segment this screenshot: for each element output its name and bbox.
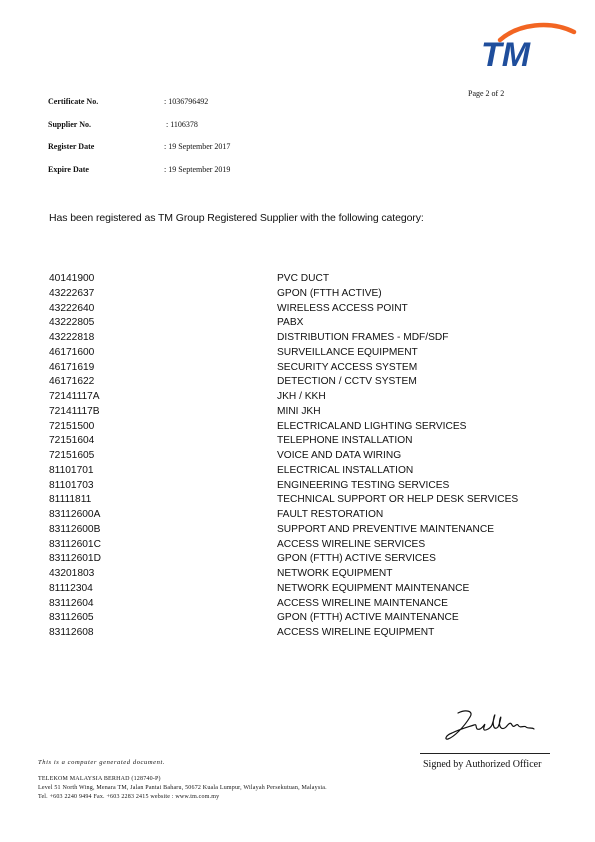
category-row xyxy=(49,420,569,435)
category-name: ACCESS WIRELINE MAINTENANCE xyxy=(277,597,448,609)
category-row xyxy=(49,287,569,302)
category-row xyxy=(49,464,569,479)
category-name: FAULT RESTORATION xyxy=(277,509,384,520)
category-code: 46171622 xyxy=(49,376,95,388)
category-row xyxy=(49,552,569,567)
registration-statement: Has been registered as TM Group Registered Supplier with the following category: xyxy=(49,212,424,224)
category-name: DISTRIBUTION FRAMES - MDF/SDF xyxy=(277,332,449,343)
footer-address: Level 51 North Wing, Menara TM, Jalan Pantai Baharu, 50672 Kuala Lumpur, Wilayah Persekutuan, Malaysia. xyxy=(38,785,327,791)
category-name: WIRELESS ACCESS POINT xyxy=(277,302,408,314)
expire-date-value: : 19 September 2019 xyxy=(164,164,231,174)
expire-date-row xyxy=(48,165,348,188)
tm-logo xyxy=(478,22,578,70)
category-row xyxy=(49,405,569,420)
category-name: SECURITY ACCESS SYSTEM xyxy=(277,361,418,373)
category-code: 83112608 xyxy=(49,627,94,638)
category-name: ACCESS WIRELINE SERVICES xyxy=(277,538,426,550)
category-row xyxy=(49,582,569,597)
category-code: 72151500 xyxy=(49,420,95,432)
supplier-no-row xyxy=(48,120,348,143)
category-code: 81101701 xyxy=(49,464,94,476)
category-code: 81101703 xyxy=(49,479,94,491)
category-name: SUPPORT AND PREVENTIVE MAINTENANCE xyxy=(277,523,495,535)
category-name: SURVEILLANCE EQUIPMENT xyxy=(277,346,418,358)
category-name: NETWORK EQUIPMENT xyxy=(277,568,393,579)
category-name: MINI JKH xyxy=(277,405,321,417)
tm-logo-mark xyxy=(478,22,578,70)
category-code: 46171619 xyxy=(49,361,95,373)
register-date-row xyxy=(48,142,348,165)
signature-line xyxy=(420,753,550,754)
category-code: 40141900 xyxy=(49,273,95,284)
category-code: 83112604 xyxy=(49,597,94,609)
category-row xyxy=(49,316,569,331)
expire-date-label: Expire Date xyxy=(48,164,89,174)
certificate-no-value: : 1036796492 xyxy=(164,97,209,106)
category-code: 83112600A xyxy=(49,509,101,520)
category-code: 72141117A xyxy=(49,391,100,402)
tm-logo-text: TM xyxy=(481,36,531,70)
category-code: 81111811 xyxy=(49,494,92,506)
handwritten-signature xyxy=(444,707,536,745)
category-name: VOICE AND DATA WIRING xyxy=(277,450,402,461)
category-row xyxy=(49,449,569,464)
category-row xyxy=(49,493,569,508)
category-code: 43222637 xyxy=(49,287,95,299)
category-row xyxy=(49,331,569,346)
category-code: 43222640 xyxy=(49,302,95,314)
signature-label: Signed by Authorized Officer xyxy=(423,759,542,770)
category-row xyxy=(49,302,569,317)
category-row xyxy=(49,375,569,390)
certificate-details xyxy=(48,97,348,187)
category-row xyxy=(49,611,569,626)
category-row xyxy=(49,346,569,361)
category-code: 43222805 xyxy=(49,317,95,329)
supplier-no-value: : 1106378 xyxy=(166,119,198,129)
register-date-value: : 19 September 2017 xyxy=(164,142,231,151)
category-name: GPON (FTTH ACTIVE) xyxy=(277,287,382,299)
category-name: NETWORK EQUIPMENT MAINTENANCE xyxy=(277,582,470,594)
category-code: 83112600B xyxy=(49,523,101,535)
category-name: JKH / KKH xyxy=(277,391,326,402)
company-footer xyxy=(38,775,327,802)
category-row xyxy=(49,597,569,612)
category-name: PABX xyxy=(277,317,304,329)
category-code: 81112304 xyxy=(49,582,93,594)
category-row xyxy=(49,567,569,582)
category-code: 43201803 xyxy=(49,568,95,579)
category-name: TELEPHONE INSTALLATION xyxy=(277,435,413,447)
certificate-no-label: Certificate No. xyxy=(48,97,99,106)
category-name: TECHNICAL SUPPORT OR HELP DESK SERVICES xyxy=(277,494,519,506)
category-name: DETECTION / CCTV SYSTEM xyxy=(277,376,417,388)
certificate-no-row xyxy=(48,97,348,120)
category-code: 46171600 xyxy=(49,346,95,358)
category-row xyxy=(49,390,569,405)
category-row xyxy=(49,272,569,287)
category-name: ELECTRICALAND LIGHTING SERVICES xyxy=(277,420,467,432)
category-code: 72151605 xyxy=(49,450,95,461)
category-row xyxy=(49,626,569,641)
category-row xyxy=(49,434,569,449)
category-name: ELECTRICAL INSTALLATION xyxy=(277,464,414,476)
category-code: 43222818 xyxy=(49,332,95,343)
footer-contact: Tel. +603 2240 9494 Fax. +603 2283 2415 website : www.tm.com.my xyxy=(38,794,220,800)
category-name: PVC DUCT xyxy=(277,273,330,284)
category-list xyxy=(49,272,569,641)
category-code: 83112601D xyxy=(49,553,101,565)
category-code: 83112605 xyxy=(49,612,94,624)
category-name: ACCESS WIRELINE EQUIPMENT xyxy=(277,627,435,638)
category-code: 83112601C xyxy=(49,538,101,550)
category-row xyxy=(49,361,569,376)
computer-generated-note: This is a computer generated document. xyxy=(38,759,166,766)
category-code: 72141117B xyxy=(49,405,100,417)
category-row xyxy=(49,479,569,494)
category-code: 72151604 xyxy=(49,435,95,447)
category-row xyxy=(49,538,569,553)
category-row xyxy=(49,523,569,538)
register-date-label: Register Date xyxy=(48,142,95,151)
page-indicator: Page 2 of 2 xyxy=(468,89,505,98)
signature-image xyxy=(444,707,536,745)
category-name: GPON (FTTH) ACTIVE SERVICES xyxy=(277,553,436,565)
supplier-no-label: Supplier No. xyxy=(48,119,91,129)
footer-company-name: TELEKOM MALAYSIA BERHAD (128740-P) xyxy=(38,776,161,782)
category-name: GPON (FTTH) ACTIVE MAINTENANCE xyxy=(277,612,459,624)
category-row xyxy=(49,508,569,523)
category-name: ENGINEERING TESTING SERVICES xyxy=(277,479,450,491)
